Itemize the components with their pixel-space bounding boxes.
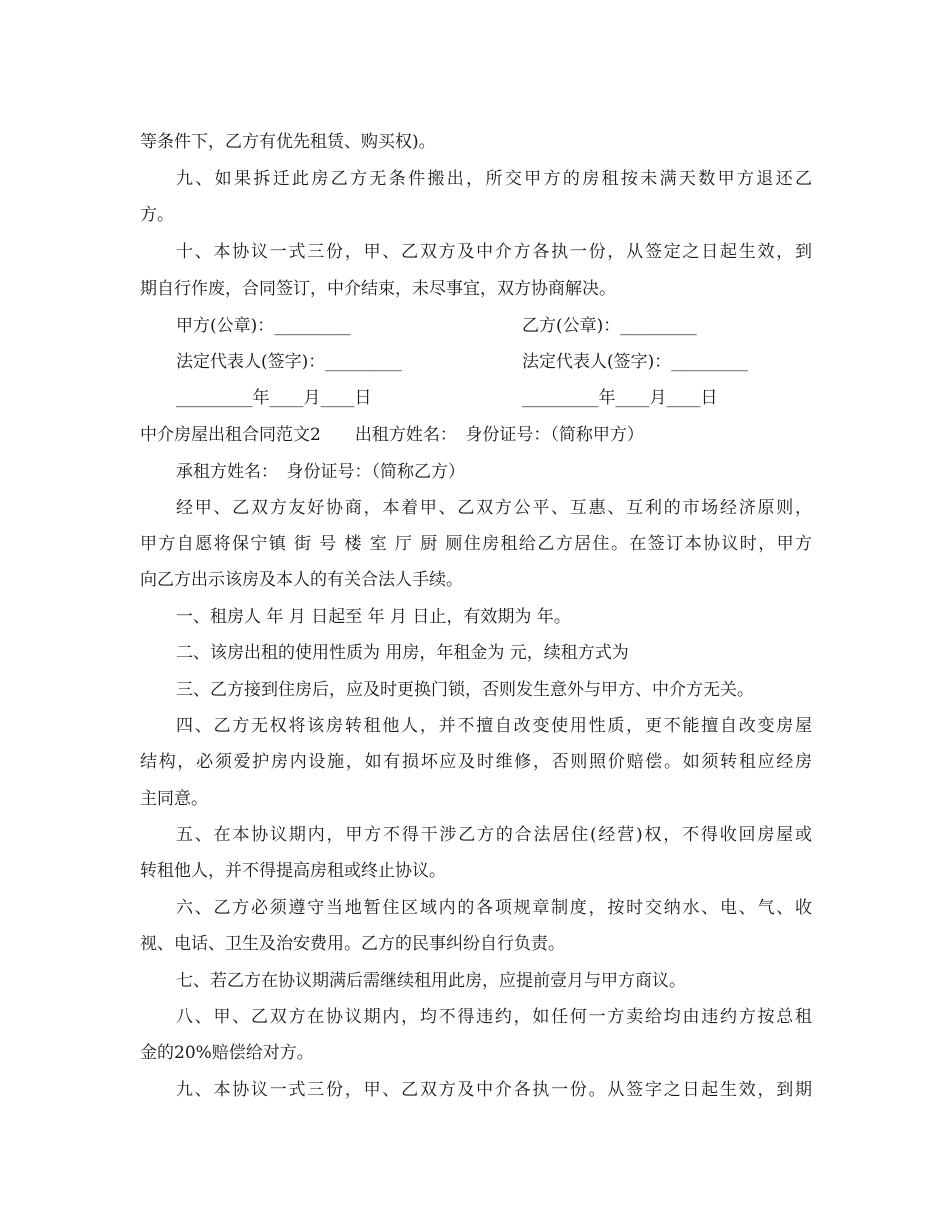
party-a-representative-field: 法定代表人(签字)：_________ — [176, 352, 402, 372]
paragraph-line: 经甲、乙双方友好协商，本着甲、乙双方公平、互惠、互利的市场经济原则， — [176, 498, 812, 518]
paragraph-line: 三、乙方接到住房后，应及时更换门锁，否则发生意外与甲方、中介方无关。 — [176, 680, 754, 700]
party-b-representative-field: 法定代表人(签字)：_________ — [522, 352, 748, 372]
party-a-date-field: _________年____月____日 — [176, 388, 372, 408]
paragraph-line: 承租方姓名： 身份证号：（简称乙方） — [176, 462, 465, 482]
paragraph-line: 结构，必须爱护房内设施，如有损坏应及时维修，否则照价赔偿。如须转租应经房 — [140, 752, 812, 772]
paragraph-line: 五、在本协议期内，甲方不得干涉乙方的合法居住(经营)权，不得收回房屋或 — [176, 825, 812, 845]
paragraph-line: 九、如果拆迁此房乙方无条件搬出，所交甲方的房租按未满天数甲方退还乙 — [176, 169, 812, 189]
paragraph-line: 七、若乙方在协议期满后需继续租用此房，应提前壹月与甲方商议。 — [176, 971, 686, 991]
paragraph-line: 一、租房人 年 月 日起至 年 月 日止，有效期为 年。 — [176, 607, 571, 627]
paragraph-line: 转租他人，并不得提高房租或终止协议。 — [140, 861, 446, 881]
paragraph-line: 等条件下，乙方有优先租赁、购买权)。 — [140, 132, 436, 152]
paragraph-line: 甲方自愿将保宁镇 街 号 楼 室 厅 厨 厕住房租给乙方居住。在签订本协议时，甲方 — [140, 534, 812, 554]
paragraph-line: 金的20%赔偿给对方。 — [140, 1043, 314, 1063]
paragraph-line: 期自行作废，合同签订，中介结束，未尽事宜，双方协商解决。 — [140, 279, 616, 299]
contract-heading-line: 中介房屋出租合同范文2 出租方姓名： 身份证号：（简称甲方） — [140, 425, 644, 445]
party-b-seal-field: 乙方(公章)：_________ — [522, 316, 697, 336]
paragraph-line: 六、乙方必须遵守当地暂住区域内的各项规章制度，按时交纳水、电、气、收 — [176, 898, 812, 918]
paragraph-line: 方。 — [140, 205, 174, 225]
paragraph-line: 十、本协议一式三份，甲、乙双方及中介方各执一份，从签定之日起生效，到 — [176, 242, 812, 262]
party-b-date-field: _________年____月____日 — [522, 388, 718, 408]
paragraph-line: 二、该房出租的使用性质为 用房，年租金为 元，续租方式为 — [176, 643, 629, 663]
paragraph-line: 九、本协议一式三份，甲、乙双方及中介各执一份。从签字之日起生效，到期 — [176, 1080, 812, 1100]
party-a-seal-field: 甲方(公章)：_________ — [176, 316, 351, 336]
paragraph-line: 主同意。 — [140, 789, 208, 809]
paragraph-line: 向乙方出示该房及本人的有关合法人手续。 — [140, 570, 463, 590]
paragraph-line: 四、乙方无权将该房转租他人，并不擅自改变使用性质，更不能擅自改变房屋 — [176, 716, 812, 736]
paragraph-line: 八、甲、乙双方在协议期内，均不得违约，如任何一方卖给均由违约方按总租 — [176, 1007, 812, 1027]
paragraph-line: 视、电话、卫生及治安费用。乙方的民事纠纷自行负责。 — [140, 934, 565, 954]
